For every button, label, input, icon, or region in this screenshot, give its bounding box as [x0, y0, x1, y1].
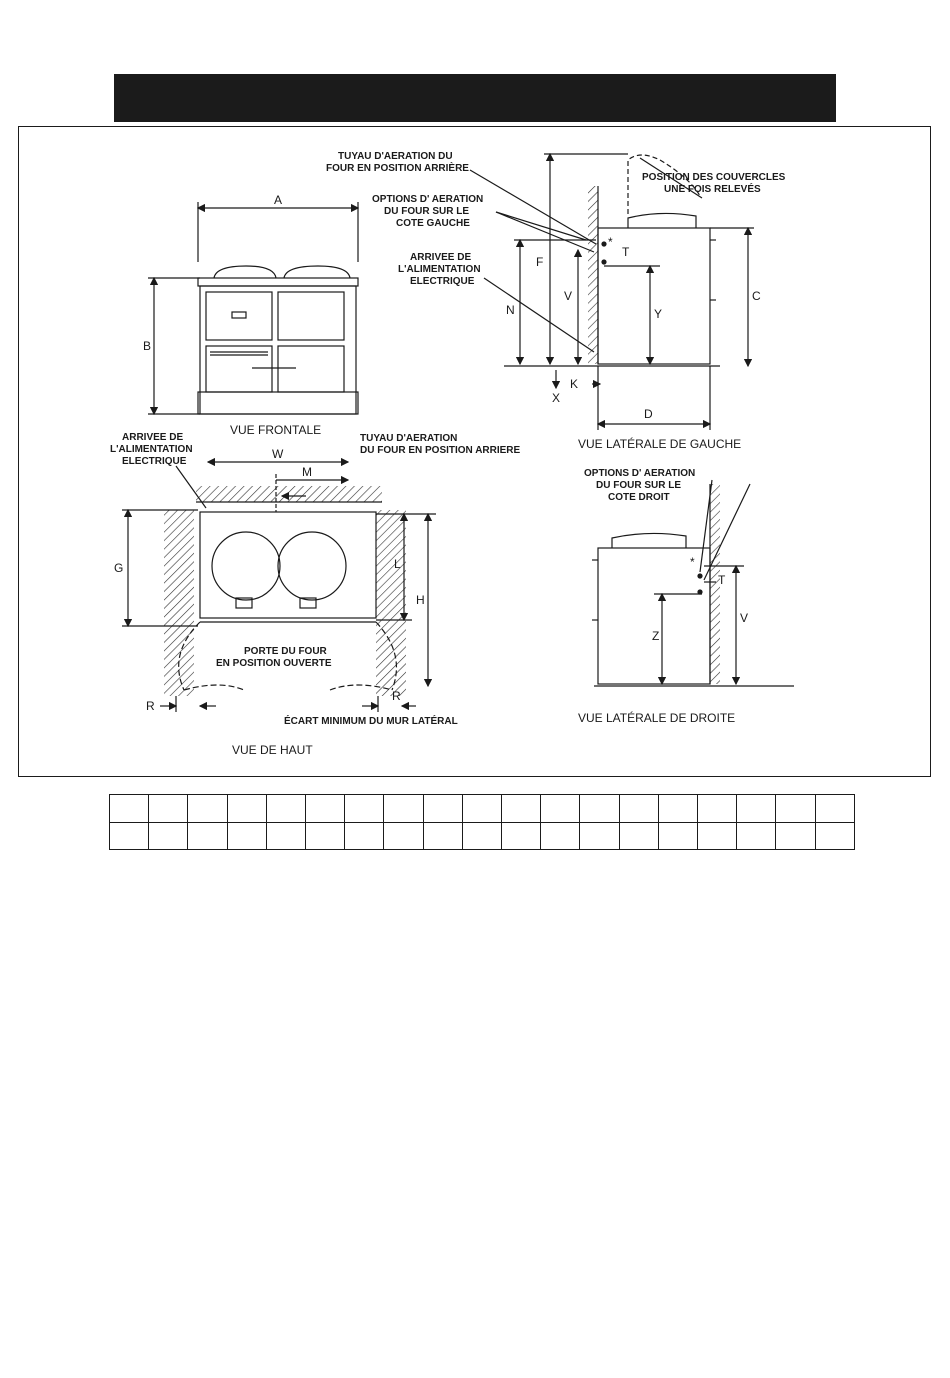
dim-c-label: C [752, 289, 761, 303]
top-vent-2: DU FOUR EN POSITION ARRIERE [360, 445, 521, 456]
front-view-caption: VUE FRONTALE [230, 423, 322, 437]
callout-left-vent-1: OPTIONS D' AERATION [372, 194, 484, 205]
callout-rear-vent-2: FOUR EN POSITION ARRIÈRE [326, 163, 469, 174]
dim-h-label: H [416, 593, 425, 607]
table-cell [110, 822, 149, 850]
table-row [110, 795, 855, 823]
left-side-view [470, 154, 754, 430]
table-cell [110, 795, 149, 823]
table-cell [227, 822, 266, 850]
table-cell [658, 822, 697, 850]
table-cell [502, 795, 541, 823]
door-callout-1: PORTE DU FOUR [244, 646, 327, 657]
right-side-view-caption: VUE LATÉRALE DE DROITE [578, 711, 736, 725]
dim-x-label: X [552, 391, 561, 405]
table-cell [580, 795, 619, 823]
table-cell [815, 795, 854, 823]
table-cell [737, 795, 776, 823]
table-cell [619, 822, 658, 850]
table-row [110, 822, 855, 850]
dim-t-label: T [622, 245, 630, 259]
callout-lids-1: POSITION DES COUVERCLES [642, 172, 786, 183]
callout-lids-2: UNE FOIS RELEVÉS [664, 184, 761, 195]
dim-y-label: Y [654, 307, 663, 321]
table-cell [149, 822, 188, 850]
top-power-2: L'ALIMENTATION [110, 444, 193, 455]
dim-l-label: L [394, 557, 401, 571]
table-cell [423, 795, 462, 823]
dim-t-right-label: T [718, 573, 726, 587]
table-cell [384, 795, 423, 823]
dim-b-label: B [143, 339, 152, 353]
table-cell [580, 822, 619, 850]
table-cell [541, 822, 580, 850]
table-cell [306, 795, 345, 823]
callout-rear-vent-1: TUYAU D'AERATION DU [338, 151, 453, 162]
dim-d-label: D [644, 407, 653, 421]
top-vent-1: TUYAU D'AERATION [360, 433, 458, 444]
dim-w-label: W [272, 447, 284, 461]
table-cell [384, 822, 423, 850]
top-power-1: ARRIVEE DE [122, 432, 184, 443]
table-cell [345, 822, 384, 850]
table-cell [658, 795, 697, 823]
dim-k-label: K [570, 377, 579, 391]
table-cell [698, 795, 737, 823]
dimensions-table-body [110, 795, 855, 850]
table-cell [698, 822, 737, 850]
table-cell [266, 795, 305, 823]
callout-power-3: ELECTRIQUE [410, 276, 475, 287]
star-mark-right: * [690, 555, 695, 569]
dim-a-label: A [274, 193, 283, 207]
door-callout-2: EN POSITION OUVERTE [216, 658, 332, 669]
dim-r-left-label: R [146, 699, 155, 713]
table-cell [462, 822, 501, 850]
table-cell [462, 795, 501, 823]
star-mark: * [608, 235, 613, 249]
callout-left-vent-2: DU FOUR SUR LE [384, 206, 469, 217]
table-cell [423, 822, 462, 850]
dim-f-label: F [536, 255, 544, 269]
dim-v-right-label: V [740, 611, 749, 625]
table-cell [541, 795, 580, 823]
dim-z-label: Z [652, 629, 660, 643]
top-view-caption: VUE DE HAUT [232, 743, 313, 757]
table-cell [815, 822, 854, 850]
right-vent-3: COTE DROIT [608, 492, 670, 503]
table-cell [345, 795, 384, 823]
dimensions-table [109, 794, 855, 850]
dim-n-label: N [506, 303, 515, 317]
front-view [148, 202, 358, 414]
dim-g-label: G [114, 561, 124, 575]
dim-v-label: V [564, 289, 573, 303]
right-vent-1: OPTIONS D' AERATION [584, 468, 696, 479]
table-cell [149, 795, 188, 823]
table-cell [776, 822, 815, 850]
dim-m-label: M [302, 465, 312, 479]
dim-r-right-label: R [392, 689, 401, 703]
table-cell [188, 795, 227, 823]
table-cell [227, 795, 266, 823]
left-side-view-caption: VUE LATÉRALE DE GAUCHE [578, 437, 742, 451]
callout-power-2: L'ALIMENTATION [398, 264, 481, 275]
clearance-callout: ÉCART MINIMUM DU MUR LATÉRAL [284, 716, 458, 727]
table-cell [776, 795, 815, 823]
top-view [122, 462, 436, 712]
right-vent-2: DU FOUR SUR LE [596, 480, 681, 491]
table-cell [737, 822, 776, 850]
top-power-3: ELECTRIQUE [122, 456, 187, 467]
callout-power-1: ARRIVEE DE [410, 252, 472, 263]
table-cell [266, 822, 305, 850]
table-cell [502, 822, 541, 850]
table-cell [306, 822, 345, 850]
table-cell [619, 795, 658, 823]
right-side-view [592, 480, 794, 686]
table-cell [188, 822, 227, 850]
callout-left-vent-3: COTE GAUCHE [396, 218, 470, 229]
